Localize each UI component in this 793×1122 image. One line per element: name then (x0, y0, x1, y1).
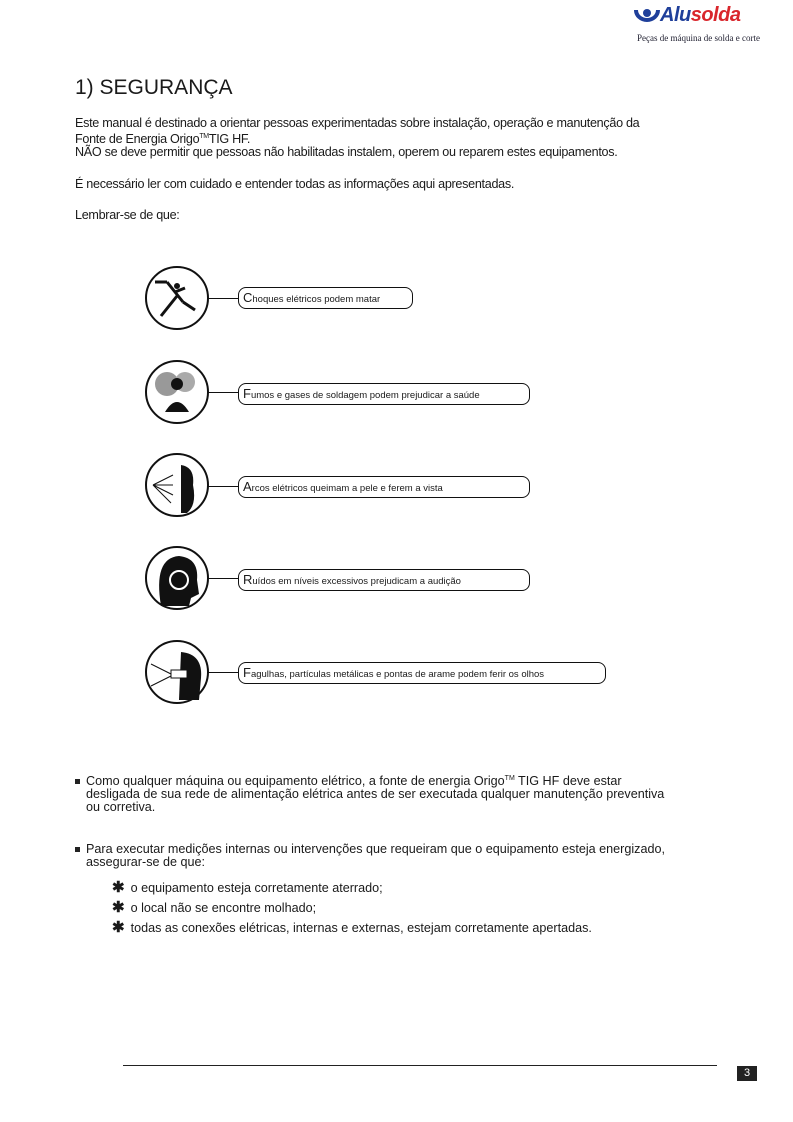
warning-label (238, 383, 530, 405)
trademark: TM (199, 133, 209, 140)
logo (660, 4, 740, 27)
footer-rule (123, 1065, 717, 1066)
asterisk-icon: ✱ (112, 879, 125, 896)
check-item (112, 898, 316, 916)
bullet-icon (75, 779, 80, 784)
text: ou corretiva. (86, 800, 156, 815)
electric-shock-icon (145, 266, 209, 330)
text: TIG HF. (208, 132, 251, 147)
text: TIG HF deve estar (514, 774, 622, 789)
cap: F (243, 665, 251, 680)
logo-tagline: Peças de máquina de solda e corte (637, 33, 760, 43)
warning-label (238, 476, 530, 498)
text: todas as conexões elétricas, internas e externas, estejam corretamente apertadas. (130, 921, 592, 935)
intro-line: NÃO se deve permitir que pessoas não habilitadas instalem, operem ou reparem estes equipamentos. (75, 145, 618, 159)
sparks-icon (145, 640, 209, 704)
arc-rays-icon (145, 453, 209, 517)
warning-label (238, 662, 606, 684)
bullet-paragraph (75, 843, 725, 869)
check-item (112, 878, 383, 896)
fumes-icon (145, 360, 209, 424)
intro-line: Este manual é destinado a orientar pessoas experimentadas sobre instalação, operação e manutenção da (75, 116, 640, 130)
text: uídos em níveis excessivos prejudicam a audição (252, 576, 461, 587)
text: Fonte de Energia Origo (75, 132, 200, 147)
page-number: 3 (737, 1066, 757, 1081)
warning-label (238, 287, 413, 309)
text: desligada de sua rede de alimentação elétrica antes de ser executada qualquer manutenção preventiva (86, 787, 665, 802)
noise-icon (145, 546, 209, 610)
text: agulhas, partículas metálicas e pontas de arame podem ferir os olhos (250, 669, 545, 680)
intro-line: É necessário ler com cuidado e entender todas as informações aqui apresentadas. (75, 177, 515, 191)
text: o local não se encontre molhado; (130, 901, 317, 915)
bullet-icon (75, 847, 80, 852)
text: hoques elétricos podem matar (252, 294, 381, 305)
intro-line: Lembrar-se de que: (75, 208, 180, 222)
logo-brand-accent: solda (690, 4, 741, 26)
text: Como qualquer máquina ou equipamento elétrico, a fonte de energia Origo (86, 774, 505, 789)
text: rcos elétricos queimam a pele e ferem a vista (251, 483, 443, 494)
cap: R (243, 572, 253, 587)
logo-brand: Alu (660, 4, 691, 26)
warning-label (238, 569, 530, 591)
cap: A (243, 479, 252, 494)
page-title: 1) SEGURANÇA (75, 76, 233, 99)
intro-line (75, 130, 250, 146)
trademark: TM (504, 775, 515, 782)
text: Para executar medições internas ou intervenções que requeiram que o equipamento esteja energizado, (86, 842, 665, 856)
check-item (112, 918, 592, 936)
logo-icon (632, 4, 662, 30)
text: o equipamento esteja corretamente aterrado; (130, 881, 383, 895)
asterisk-icon: ✱ (112, 899, 125, 916)
asterisk-icon: ✱ (112, 919, 125, 936)
cap: F (243, 386, 251, 401)
cap: C (243, 290, 253, 305)
bullet-paragraph (75, 772, 725, 814)
text: assegurar-se de que: (86, 855, 206, 869)
text: umos e gases de soldagem podem prejudicar a saúde (250, 390, 480, 401)
